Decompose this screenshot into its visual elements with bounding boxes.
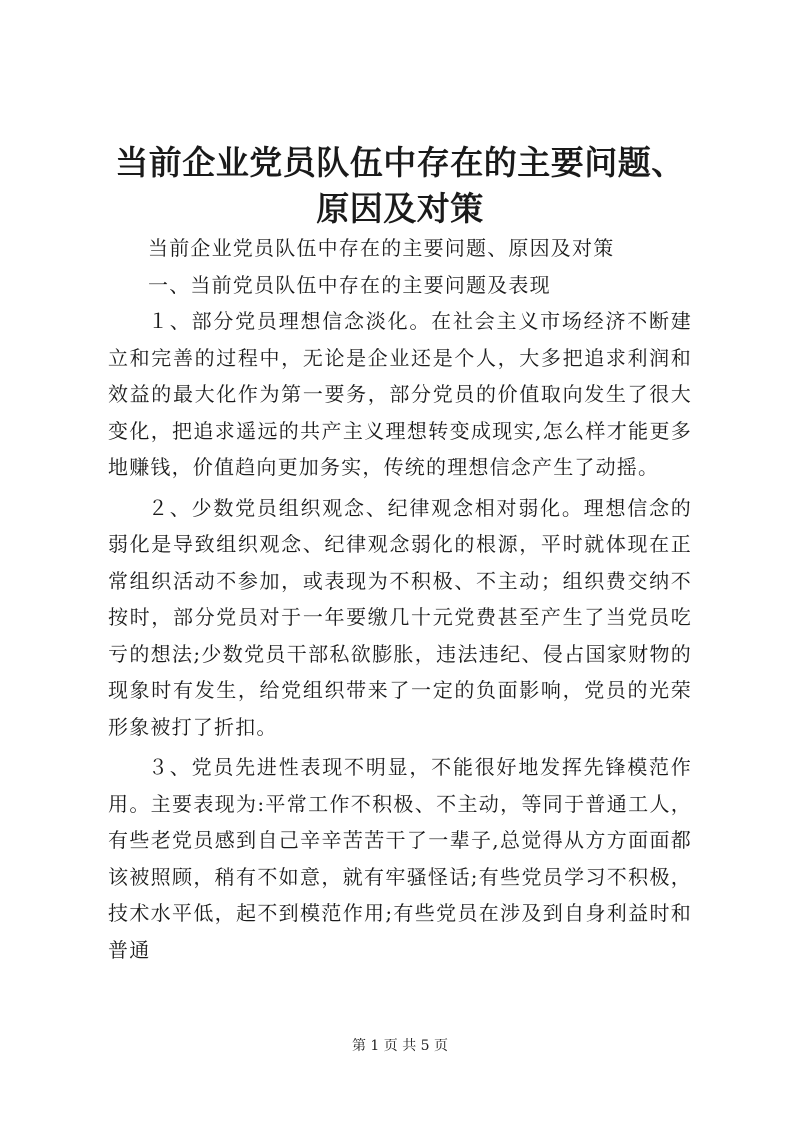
subtitle-paragraph: 当前企业党员队伍中存在的主要问题、原因及对策 xyxy=(148,236,615,260)
paragraph-point-2: ２、少数党员组织观念、纪律观念相对弱化。理想信念的弱化是导致组织观念、纪律观念弱化的根源，平时就体现在正常组织活动不参加，或表现为不积极、不主动；组织费交纳不按时，部分党员对于一年要缴几十元党费甚至产生了当党员吃亏的想法;少数党员干部私欲膨胀，违法违纪、侵占国家财物的现象时有发生，给党组织带来了一定的负面影响，党员的光荣形象被打了折扣。 xyxy=(108,495,692,739)
paragraph-point-1: １、部分党员理想信念淡化。在社会主义市场经济不断建立和完善的过程中，无论是企业还是个人，大多把追求利润和效益的最大化作为第一要务，部分党员的价值取向发生了很大变化，把追求遥远的共产主义理想转变成现实,怎么样才能更多地赚钱，价值趋向更加务实，传统的理想信念产生了动摇。 xyxy=(108,309,692,479)
page-number: 第 1 页 共 5 页 xyxy=(351,1038,449,1054)
section-heading: 一、当前党员队伍中存在的主要问题及表现 xyxy=(148,272,551,297)
document-title: 当前企业党员队伍中存在的主要问题、原因及对策 xyxy=(115,143,685,228)
document-body xyxy=(108,230,692,968)
paragraph-point-3: ３、党员先进性表现不明显，不能很好地发挥先锋模范作用。主要表现为:平常工作不积极、不主动，等同于普通工人，有些老党员感到自己辛辛苦苦干了一辈子,总觉得从方方面面都该被照顾，稍有不如意，就有牢骚怪话;有些党员学习不积极，技术水平低，起不到模范作用;有些党员在涉及到自身利益时和普通 xyxy=(108,755,692,962)
